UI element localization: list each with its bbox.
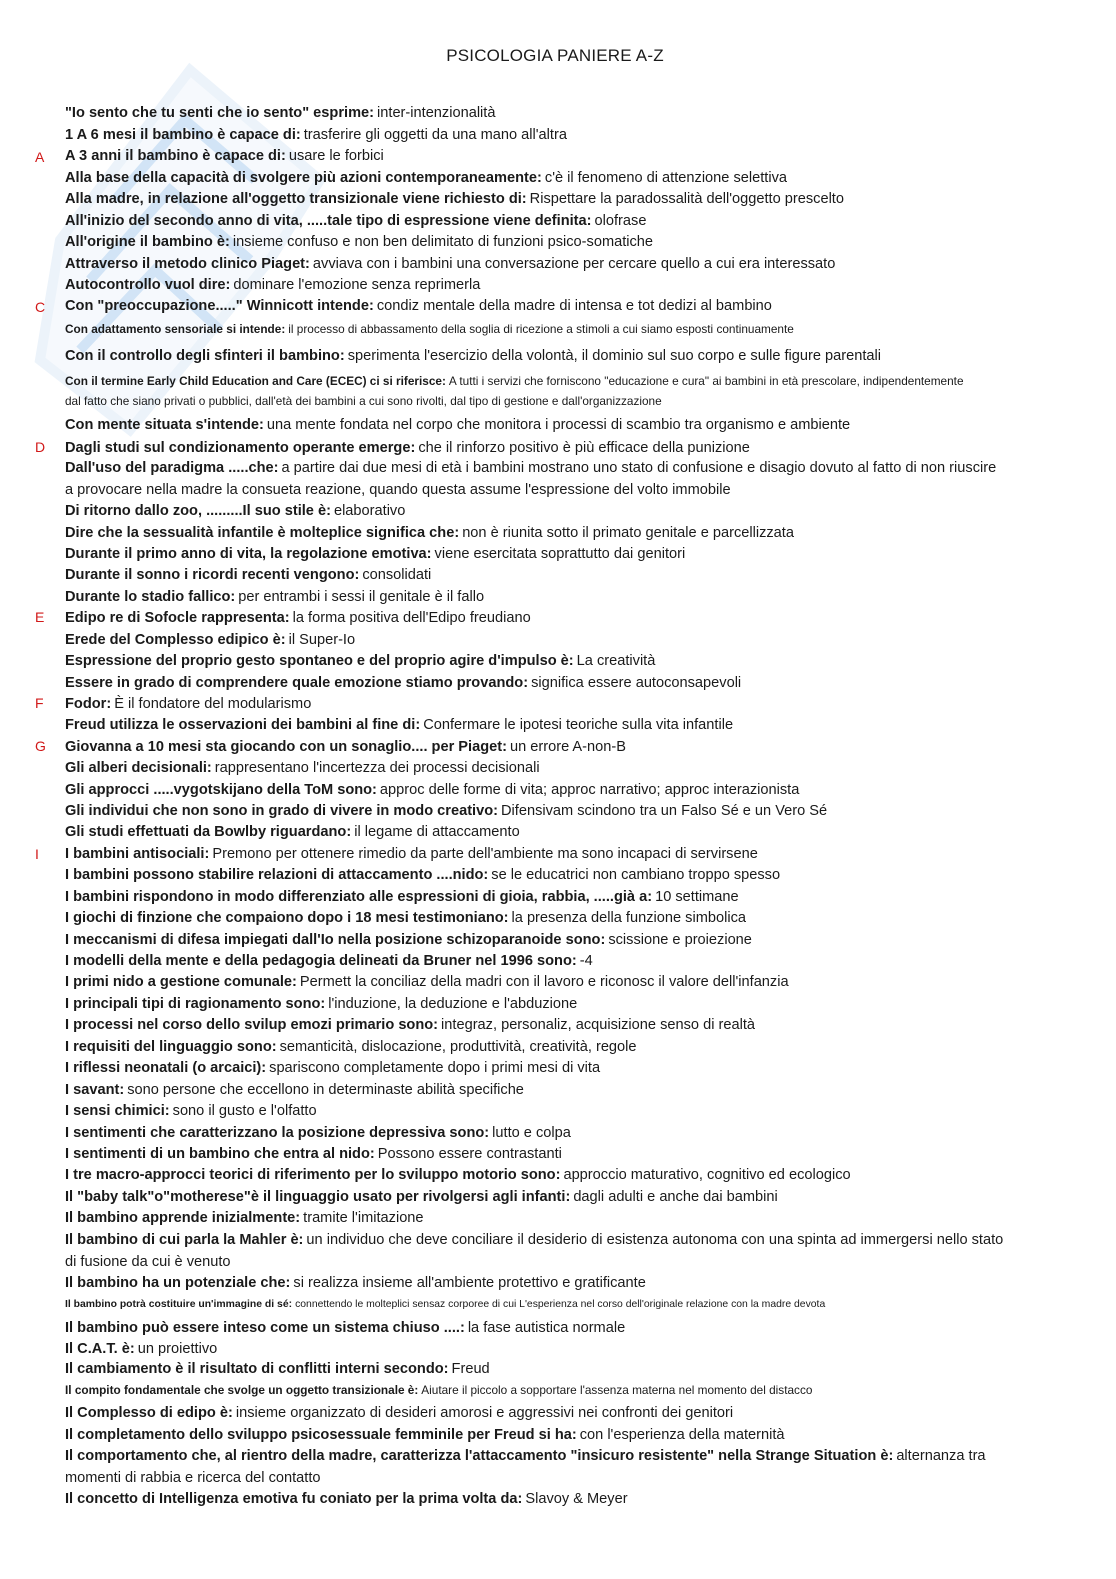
list-item: Alla madre, in relazione all'oggetto transizionale viene richiesto di: Rispettare la paradossalità dell'oggetto prescelto (65, 191, 844, 207)
list-item: I primi nido a gestione comunale: Permett la conciliaz della madri con il lavoro e riconosc il valore dell'infanzia (65, 974, 789, 990)
list-item: Il bambino può essere inteso come un sistema chiuso ....: la fase autistica normale (65, 1320, 626, 1336)
list-item: "Io sento che tu senti che io sento" esprime: inter-intenzionalità (65, 105, 496, 121)
list-item: Il completamento dello sviluppo psicosessuale femminile per Freud si ha: con l'esperienza della maternità (65, 1427, 785, 1443)
list-item: I tre macro-approcci teorici di riferimento per lo sviluppo motorio sono: approccio maturativo, cognitivo ed ecologico (65, 1167, 851, 1183)
list-item: Il compito fondamentale che svolge un oggetto transizionale è: Aiutare il piccolo a sopportare l'assenza materna nel momento del distacco (65, 1383, 813, 1397)
list-item: All'origine il bambino è: insieme confuso e non ben delimitato di funzioni psico-somatiche (65, 234, 654, 250)
list-item: I riflessi neonatali (o arcaici): spariscono completamente dopo i primi mesi di vita (65, 1060, 601, 1076)
list-item: Attraverso il metodo clinico Piaget: avviava con i bambini una conversazione per cercare quello a cui era interessato (65, 256, 836, 272)
list-item: I savant: sono persone che eccellono in determinaste abilità specifiche (65, 1082, 524, 1098)
list-item: I principali tipi di ragionamento sono: l'induzione, la deduzione e l'abduzione (65, 996, 578, 1012)
list-item: Di ritorno dallo zoo, .........Il suo stile è: elaborativo (65, 503, 406, 519)
list-item: Con mente situata s'intende: una mente fondata nel corpo che monitora i processi di scambio tra organismo e ambiente (65, 417, 851, 433)
list-item: Erede del Complesso edipico è: il Super-Io (65, 632, 356, 648)
list-item: Il C.A.T. è: un proiettivo (65, 1341, 218, 1357)
list-item: Il bambino apprende inizialmente: tramite l'imitazione (65, 1210, 424, 1226)
list-item: Durante il sonno i ricordi recenti vengono: consolidati (65, 567, 432, 583)
list-item: Il bambino potrà costituire un'immagine di sé: connettendo le molteplici sensaz corporee di cui L'esperienza nel corso dell'originale relazione con la madre devota (65, 1299, 826, 1310)
section-letter: I (35, 846, 39, 862)
list-item: Con il termine Early Child Education and Care (ECEC) ci si riferisce: A tutti i servizi che forniscono "educazione e cura" ai bambini in età prescolare, indipendentemente dal fatto che siano privati o pubblici, dall'età dei bambini a cui sono rivolti, dal tipo di gestione e dall'organizzazione (65, 374, 964, 408)
list-item: Autocontrollo vuol dire: dominare l'emozione senza reprimerla (65, 277, 481, 293)
list-item: Il comportamento che, al rientro della madre, caratterizza l'attaccamento "insicuro resistente" nella Strange Situation è: alternanza tra momenti di rabbia e ricerca del contatto (65, 1448, 986, 1486)
list-item: Il Complesso di edipo è: insieme organizzato di desideri amorosi e aggressivi nei confronti dei genitori (65, 1405, 734, 1421)
list-item: 1 A 6 mesi il bambino è capace di: trasferire gli oggetti da una mano all'altra (65, 127, 567, 143)
list-item: Dire che la sessualità infantile è molteplice significa che: non è riunita sotto il primato genitale e parcellizzata (65, 525, 794, 541)
list-item: Freud utilizza le osservazioni dei bambini al fine di: Confermare le ipotesi teoriche sulla vita infantile (65, 717, 734, 733)
section-letter: G (35, 738, 46, 754)
list-item: Dagli studi sul condizionamento operante emerge: che il rinforzo positivo è più efficace della punizione (65, 440, 750, 456)
list-item: Gli approcci .....vygotskijano della ToM sono: approc delle forme di vita; approc narrativo; approc interazionista (65, 782, 800, 798)
list-item: A 3 anni il bambino è capace di: usare le forbici (65, 148, 384, 164)
list-item: Fodor: È il fondatore del modularismo (65, 696, 312, 712)
list-item: Gli alberi decisionali: rappresentano l'incertezza dei processi decisionali (65, 760, 540, 776)
page-title: PSICOLOGIA PANIERE A-Z (446, 46, 664, 65)
list-item: Il bambino di cui parla la Mahler è: un individuo che deve conciliare il desiderio di esistenza autonoma con una spinta ad immergersi nello stato di fusione da cui è venuto (65, 1232, 1004, 1270)
list-item: Dall'uso del paradigma .....che: a partire dai due mesi di età i bambini mostrano uno stato di confusione e disagio dovuto al fatto di non riuscire a provocare nella madre la consueta reazione, quando questa assume l'espressione del volto immobile (65, 460, 997, 498)
list-item: Durante il primo anno di vita, la regolazione emotiva: viene esercitata soprattutto dai genitori (65, 546, 686, 562)
list-item: I sentimenti di un bambino che entra al nido: Possono essere contrastanti (65, 1146, 562, 1162)
list-item: Giovanna a 10 mesi sta giocando con un sonaglio.... per Piaget: un errore A-non-B (65, 739, 626, 755)
list-item: Il concetto di Intelligenza emotiva fu coniato per la prima volta da: Slavoy & Meyer (65, 1491, 628, 1507)
list-item: Con "preoccupazione....." Winnicott intende: condiz mentale della madre di intensa e tot dedizi al bambino (65, 298, 772, 314)
list-item: Durante lo stadio fallico: per entrambi i sessi il genitale è il fallo (65, 589, 485, 605)
list-item: I bambini rispondono in modo differenziato alle espressioni di gioia, rabbia, .....già a: 10 settimane (65, 889, 739, 905)
list-item: I giochi di finzione che compaiono dopo i 18 mesi testimoniano: la presenza della funzione simbolica (65, 910, 746, 926)
list-item: I modelli della mente e della pedagogia delineati da Bruner nel 1996 sono: -4 (65, 953, 593, 969)
section-letter: C (35, 299, 46, 315)
list-item: Con adattamento sensoriale si intende: il processo di abbassamento della soglia di ricezione a stimoli a cui siamo esposti continuamente (65, 322, 794, 336)
list-item: All'inizio del secondo anno di vita, .....tale tipo di espressione viene definita: olofrase (65, 213, 647, 229)
section-letter: A (35, 149, 45, 165)
list-item: Gli individui che non sono in grado di vivere in modo creativo: Difensivam scindono tra un Falso Sé e un Vero Sé (65, 803, 828, 819)
list-item: Gli studi effettuati da Bowlby riguardano: il legame di attaccamento (65, 824, 520, 840)
list-item: Con il controllo degli sfinteri il bambino: sperimenta l'esercizio della volontà, il dominio sul suo corpo e sulle figure parentali (65, 348, 882, 364)
list-item: Il bambino ha un potenziale che: si realizza insieme all'ambiente protettivo e gratificante (65, 1275, 646, 1291)
list-item: I sensi chimici: sono il gusto e l'olfatto (65, 1103, 317, 1119)
section-letter: D (35, 439, 46, 455)
list-item: I requisiti del linguaggio sono: semanticità, dislocazione, produttività, creatività, regole (65, 1039, 637, 1055)
list-item: Il cambiamento è il risultato di conflitti interni secondo: Freud (65, 1361, 490, 1377)
list-item: I meccanismi di difesa impiegati dall'Io nella posizione schizoparanoide sono: scissione e proiezione (65, 932, 752, 948)
list-item: Alla base della capacità di svolgere più azioni contemporaneamente: c'è il fenomeno di attenzione selettiva (65, 170, 787, 186)
list-item: Edipo re di Sofocle rappresenta: la forma positiva dell'Edipo freudiano (65, 610, 531, 626)
list-item: Essere in grado di comprendere quale emozione stiamo provando: significa essere autoconsapevoli (65, 675, 742, 691)
list-item: I sentimenti che caratterizzano la posizione depressiva sono: lutto e colpa (65, 1125, 571, 1141)
section-letter: E (35, 609, 45, 625)
list-item: I bambini possono stabilire relazioni di attaccamento ....nido: se le educatrici non cambiano troppo spesso (65, 867, 781, 883)
list-item: I bambini antisociali: Premono per ottenere rimedio da parte dell'ambiente ma sono incapaci di servirsene (65, 846, 758, 862)
section-letter: F (35, 695, 44, 711)
list-item: I processi nel corso dello svilup emozi primario sono: integraz, personaliz, acquisizione senso di realtà (65, 1017, 755, 1033)
list-item: Espressione del proprio gesto spontaneo e del proprio agire d'impulso è: La creatività (65, 653, 656, 669)
list-item: Il "baby talk"o"motherese"è il linguaggio usato per rivolgersi agli infanti: dagli adulti e anche dai bambini (65, 1189, 778, 1205)
